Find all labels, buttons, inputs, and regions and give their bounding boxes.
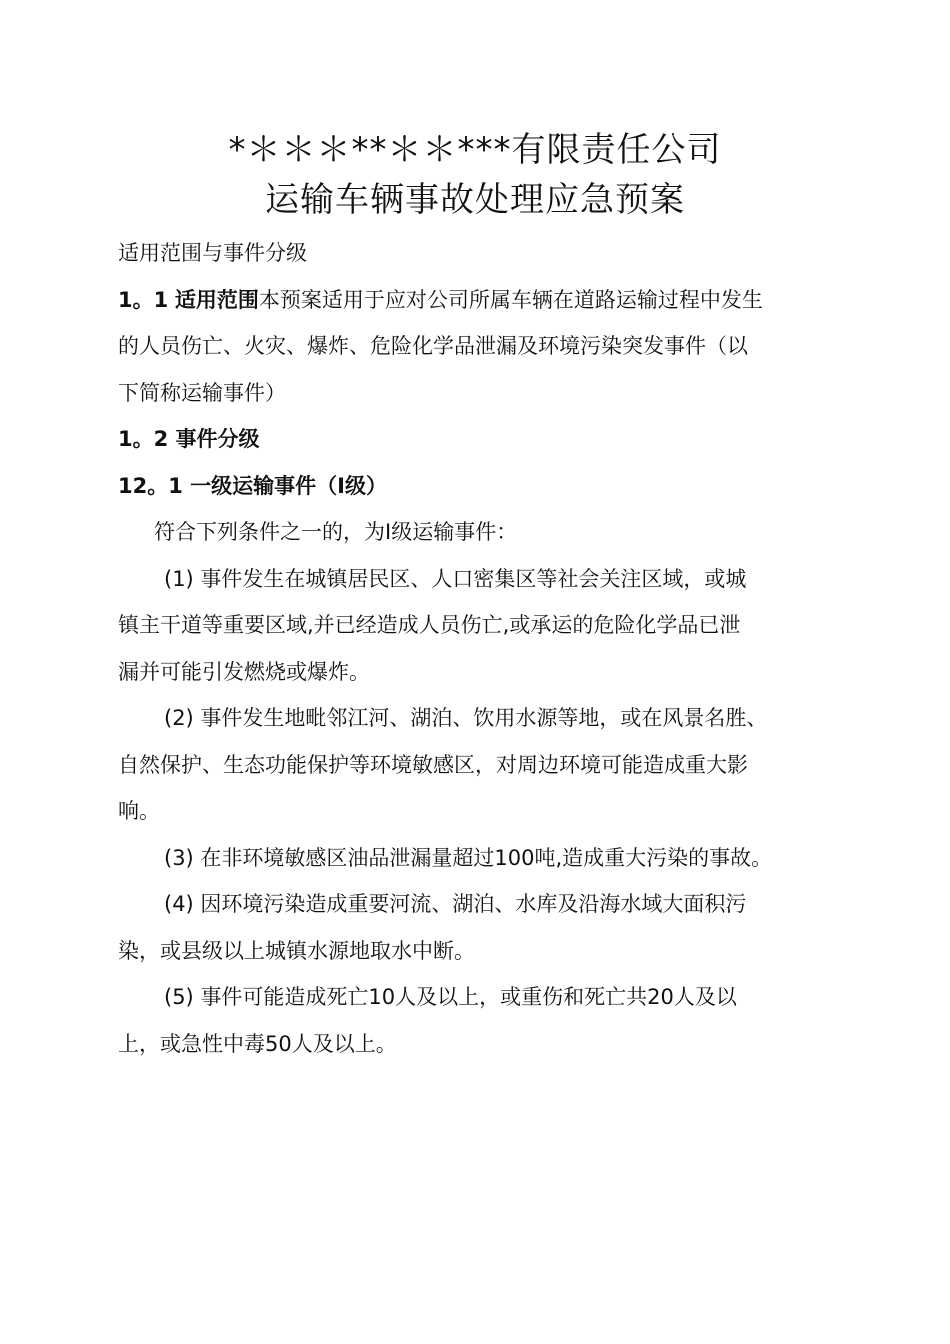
condition-1-line3: 漏并可能引发燃烧或爆炸。 xyxy=(118,659,370,684)
condition-5-line1: (5) 事件可能造成死亡10人及以上，或重伤和死亡共20人及以 xyxy=(164,985,737,1009)
condition-2-line3: 响。 xyxy=(118,799,160,823)
level-intro: 符合下列条件之一的，为I级运输事件： xyxy=(154,520,518,544)
condition-2-line1: (2) 事件发生地毗邻江河、湖泊、饮用水源等地，或在风景名胜、 xyxy=(164,706,768,730)
condition-3-line1: (3) 在非环境敏感区油品泄漏量超过100吨,造成重大污染的事故。 xyxy=(164,845,773,870)
document-title-line2: 运输车辆事故处理应急预案 xyxy=(265,180,685,220)
condition-4-line2: 染，或县级以上城镇水源地取水中断。 xyxy=(118,938,475,963)
section-1-1-line1 xyxy=(118,277,848,324)
document-title-line1: *＊＊＊**＊＊***有限责任公司 xyxy=(228,130,722,170)
condition-5-line2: 上，或急性中毒50人及以上。 xyxy=(118,1031,397,1056)
condition-1-line1: (1) 事件发生在城镇居民区、人口密集区等社会关注区域，或城 xyxy=(164,566,747,591)
condition-2-line2: 自然保护、生态功能保护等环境敏感区，对周边环境可能造成重大影 xyxy=(118,752,748,777)
section-1-2-1-heading xyxy=(118,463,848,510)
section-1-1-text: 本预案适用于应对公司所属车辆在道路运输过程中发生 xyxy=(258,287,763,312)
section-heading: 适用范围与事件分级 xyxy=(118,241,307,265)
section-1-2-1-number: 12。1 xyxy=(118,473,183,498)
section-1-2-heading xyxy=(118,416,848,463)
section-1-1-line2: 的人员伤亡、火灾、爆炸、危险化学品泄漏及环境污染突发事件（以 xyxy=(118,334,748,358)
condition-1-line2: 镇主干道等重要区域,并已经造成人员伤亡,或承运的危险化学品已泄 xyxy=(118,613,741,637)
section-1-2-1-title: 一级运输事件（I级） xyxy=(190,473,387,498)
document-body xyxy=(118,230,848,1067)
section-1-1-line3: 下简称运输事件） xyxy=(118,380,286,405)
section-1-1-number: 1。1 xyxy=(118,287,169,312)
section-1-1-heading: 适用范围 xyxy=(174,287,259,312)
section-1-2-title: 事件分级 xyxy=(175,427,260,451)
condition-4-line1: (4) 因环境污染造成重要河流、湖泊、水库及沿海水域大面积污 xyxy=(164,892,747,916)
section-1-2-number: 1。2 xyxy=(118,427,169,451)
